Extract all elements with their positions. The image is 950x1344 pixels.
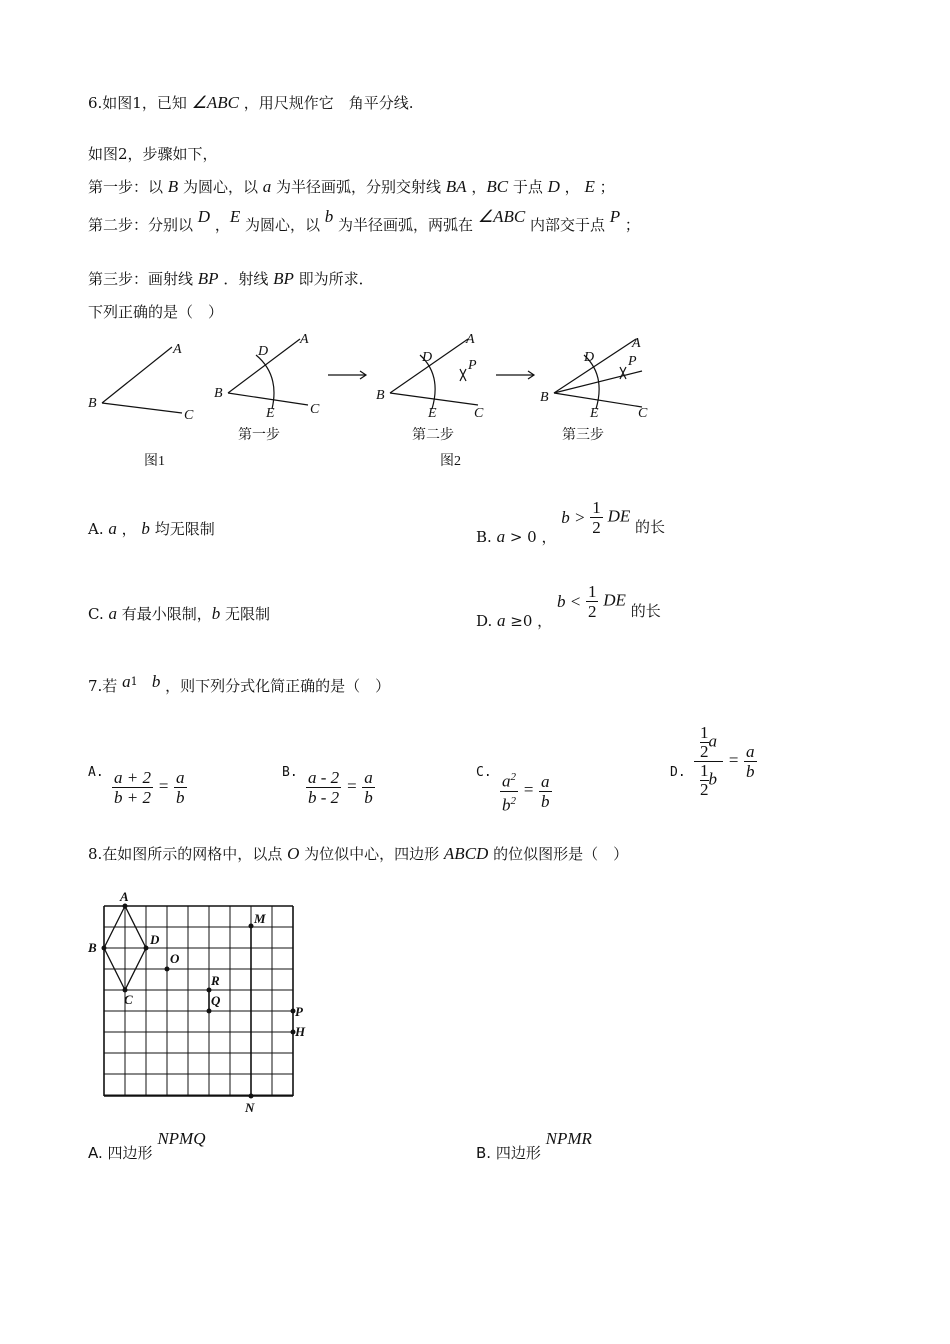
q6-option-c[interactable]: C. a 有最小限制，b 无限制: [88, 604, 271, 623]
svg-text:N: N: [245, 1100, 255, 1115]
q7-b-expr: $\frac{a - 2}{b - 2}$ = $\frac{a}{b}$: [308, 768, 373, 807]
svg-text:B: B: [88, 940, 97, 955]
svg-text:B: B: [214, 386, 223, 401]
svg-text:M: M: [254, 911, 266, 926]
caption-step3: 第三步: [562, 428, 604, 443]
q7-stem: 7.若 $a^1$ b ，则下列分式化简正确的是（ ）: [88, 672, 391, 695]
svg-text:A: A: [632, 336, 641, 351]
svg-text:C: C: [474, 406, 484, 421]
q6-ask: 下列正确的是（ ）: [88, 303, 224, 321]
svg-text:E: E: [266, 406, 275, 421]
svg-text:A: A: [300, 332, 309, 347]
q7-option-a[interactable]: A.: [88, 765, 104, 780]
q6-figures: [80, 325, 680, 475]
svg-text:E: E: [428, 406, 437, 421]
q7-d-expr: $\frac{1}{2}$ a $\frac{1}{2}$ b = $\frac{a}{b}$: [694, 724, 757, 799]
step1-ray-bc: [228, 393, 308, 405]
q8-stem: 8.在如图所示的网格中，以点 O 为位似中心，四边形 ABCD 的位似图形是（ ）: [88, 844, 629, 863]
svg-text:H: H: [295, 1024, 306, 1039]
q8-grid-figure: [84, 888, 324, 1116]
svg-text:A: A: [120, 889, 129, 904]
q7-option-d[interactable]: D.: [670, 765, 686, 780]
q7-a-expr: $\frac{a + 2}{b + 2}$ = $\frac{a}{b}$: [114, 768, 185, 807]
q7-option-b[interactable]: B.: [282, 765, 298, 780]
q7-option-c[interactable]: C.: [476, 765, 492, 780]
svg-text:Q: Q: [211, 993, 221, 1008]
q6-option-b[interactable]: B. a > 0 ， b > $\frac{1}{2}$ DE 的长: [476, 498, 666, 546]
svg-text:E: E: [590, 406, 599, 421]
step3-ray-ba: [554, 339, 636, 393]
svg-text:C: C: [310, 402, 320, 417]
q6-step3: 第三步：画射线 BP ．射线 BP 即为所求．: [88, 269, 374, 288]
step3-arcs-p: [620, 367, 626, 379]
caption-step2: 第二步: [412, 428, 454, 443]
svg-text:P: P: [468, 358, 477, 373]
q6-stem: 6.如图1，已知 ∠ABC ，用尺规作它 角平分线.: [88, 93, 414, 112]
svg-text:P: P: [295, 1004, 303, 1019]
svg-text:R: R: [211, 973, 220, 988]
svg-text:A: A: [466, 332, 475, 347]
step1-arc: [256, 355, 274, 409]
q6-intro: 如图2，步骤如下，: [88, 145, 218, 163]
step3-ray-bp: [554, 371, 642, 393]
caption-fig2: 图2: [440, 454, 461, 469]
fig1-ray-bc: [102, 403, 182, 413]
svg-text:D: D: [422, 350, 433, 365]
svg-text:C: C: [184, 408, 194, 423]
svg-text:B: B: [540, 390, 549, 405]
q8-option-a[interactable]: A. 四边形 NPMQ: [88, 1129, 206, 1162]
q7-c-expr: $\frac{a^2}{b^2}$ = $\frac{a}{b}$: [500, 768, 552, 814]
svg-text:C: C: [124, 992, 133, 1007]
svg-text:A: A: [173, 342, 182, 357]
q8-option-b[interactable]: B. 四边形 NPMR: [476, 1129, 592, 1162]
svg-text:P: P: [628, 354, 637, 369]
fig1-ray-ba: [102, 347, 172, 403]
caption-step1: 第一步: [238, 428, 280, 443]
caption-fig1: 图1: [144, 454, 165, 469]
q6-option-a[interactable]: A. a ， b 均无限制: [88, 519, 215, 538]
svg-text:B: B: [376, 388, 385, 403]
q6-option-d[interactable]: D. a ≥0 ， b < $\frac{1}{2}$ DE 的长: [476, 582, 661, 630]
q6-step1: 第一步：以 B 为圆心，以 a 为半径画弧，分别交射线 BA ，BC 于点 D ， E ；: [88, 177, 615, 196]
svg-text:D: D: [258, 344, 269, 359]
svg-text:C: C: [638, 406, 648, 421]
svg-text:O: O: [170, 951, 180, 966]
q6-step2: 第二步：分别以 D ，E 为圆心，以 b 为半径画弧，两弧在 ∠ABC 内部交于点 P ；: [88, 207, 640, 234]
svg-text:D: D: [150, 932, 160, 947]
step2-arcs-p: [460, 369, 466, 381]
svg-text:B: B: [88, 396, 97, 411]
svg-text:D: D: [584, 350, 595, 365]
